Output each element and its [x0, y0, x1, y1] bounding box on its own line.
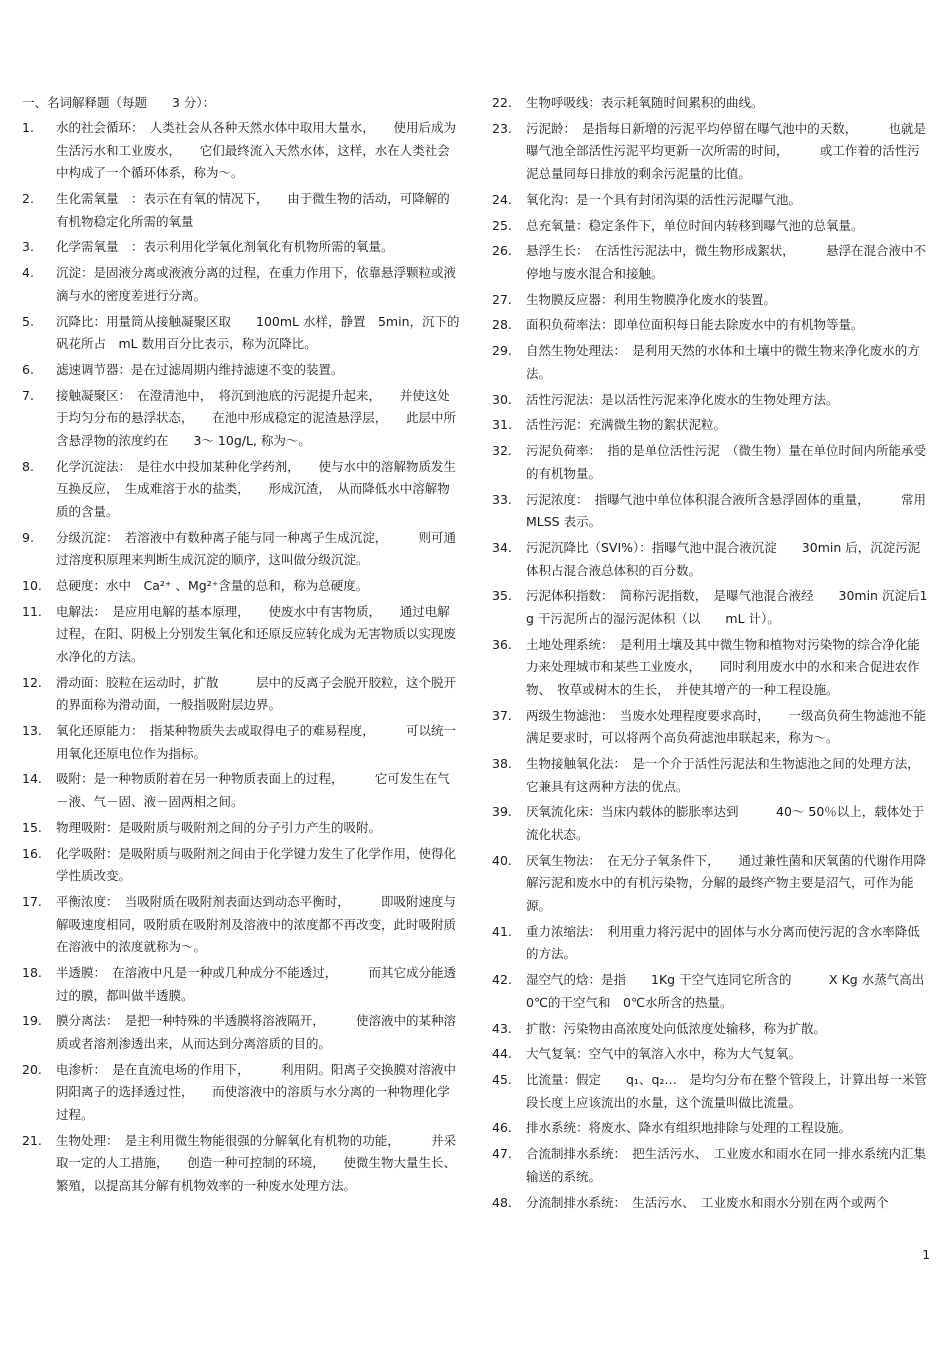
entry-number: 42.: [492, 972, 512, 988]
definition-entry: [492, 969, 937, 1014]
entry-number: 35.: [492, 588, 512, 604]
right-column: [492, 92, 937, 1217]
entry-number: 19.: [22, 1013, 42, 1029]
definition-entry: [492, 850, 932, 918]
definition-entry: [22, 891, 462, 959]
entry-text: 沉降比：用量筒从接触凝聚区取 100mL 水样，静置 5min，沉下的矾花所占 mL 数用百分比表示，称为沉降比。: [56, 313, 460, 352]
entry-number: 10.: [22, 577, 42, 593]
definition-entry: [492, 1143, 932, 1188]
page-number: 1: [922, 1248, 930, 1262]
definition-entry: [22, 962, 462, 1007]
entry-text: 湿空气的焓：是指 1Kg 干空气连同它所含的 X Kg 水蒸气高出 0℃的干空气和 0℃水所含的热量。: [526, 972, 937, 1010]
entry-number: 18.: [22, 964, 42, 980]
entry-number: 44.: [492, 1046, 512, 1062]
entry-text: 面积负荷率法：即单位面积每日能去除废水中的有机物等量。: [526, 317, 864, 333]
entry-number: 2.: [22, 190, 34, 206]
definition-entry: [492, 921, 932, 966]
entry-number: 8.: [22, 458, 34, 474]
entry-text: 半透膜： 在溶液中凡是一种或几种成分不能透过， 而其它成分能透过的膜，都叫做半透膜。: [56, 964, 457, 1003]
definition-entry: [492, 340, 932, 385]
definition-entry: [492, 1069, 932, 1114]
definition-entry: [22, 817, 462, 840]
entry-text: 电渗析： 是在直流电场的作用下， 利用阴。阳离子交换膜对溶液中阴阳离子的选择透过性， 而使溶液中的溶质与水分离的一种物理化学过程。: [56, 1061, 457, 1122]
entry-text: 氧化沟：是一个具有封闭沟渠的活性污泥曝气池。: [526, 191, 802, 207]
entry-text: 悬浮生长： 在活性污泥法中，微生物形成絮状， 悬浮在混合液中不停地与废水混合和接触。: [526, 243, 927, 281]
definition-entry: [492, 314, 932, 337]
entry-number: 20.: [22, 1061, 42, 1077]
entry-text: 土地处理系统： 是利用土壤及其中微生物和植物对污染物的综合净化能力来处理城市和某些工业废水， 同时利用废水中的水和来合促进农作物、 牧草或树木的生长， 并使其增产的一种工程设施。: [526, 636, 920, 697]
entry-number: 45.: [492, 1072, 512, 1088]
entry-text: 比流量：假定 q₁、q₂… 是均匀分布在整个管段上，计算出每一米管段长度上应该流出的水量，这个流量叫做比流量。: [526, 1072, 927, 1110]
definition-entry: [492, 753, 932, 798]
entry-text: 生物膜反应器：利用生物膜净化废水的装置。: [526, 291, 777, 307]
entry-text: 滑动面：胶粒在运动时，扩散 层中的反离子会脱开胶粒，这个脱开的界面称为滑动面，一般指吸附层边界。: [56, 674, 457, 713]
entry-number: 40.: [492, 852, 512, 868]
entry-text: 生物呼吸线：表示耗氧随时间累积的曲线。: [526, 95, 764, 110]
entry-text: 污泥浓度： 指曝气池中单位体积混合液所含悬浮固体的重量， 常用 MLSS 表示。: [526, 491, 927, 530]
definition-entry: [492, 1192, 932, 1215]
entry-number: 28.: [492, 317, 512, 333]
entry-text: 分流制排水系统： 生活污水、 工业废水和雨水分别在两个或两个: [526, 1194, 889, 1210]
definition-entry: [492, 215, 932, 238]
entry-number: 48.: [492, 1194, 512, 1210]
entry-text: 生物处理： 是主利用微生物能很强的分解氧化有机物的功能， 并采取一定的人工措施， 创造一种可控制的环境， 使微生物大量生长、繁殖，以提高其分解有机物效率的一种废水处理方法。: [56, 1132, 457, 1193]
definition-entry: [492, 189, 932, 212]
definition-entry: [22, 527, 462, 572]
definition-entry: [22, 601, 462, 669]
definition-entry: [22, 385, 462, 453]
entry-text: 电解法： 是应用电解的基本原理， 使废水中有害物质， 通过电解过程，在阳、阴极上分别发生氧化和还原反应转化成为无害物质以实现废水净化的方法。: [56, 603, 457, 664]
entry-number: 22.: [492, 95, 512, 110]
definition-entry: [22, 575, 462, 598]
entry-number: 26.: [492, 243, 512, 259]
entry-number: 1.: [22, 120, 34, 135]
entry-number: 32.: [492, 443, 512, 459]
definition-entry: [22, 843, 462, 888]
entry-number: 47.: [492, 1146, 512, 1162]
entry-number: 6.: [22, 361, 34, 377]
entry-text: 平衡浓度： 当吸附质在吸附剂表面达到动态平衡时， 即吸附速度与解吸速度相同，吸附质在吸附剂及溶液中的浓度都不再改变，此时吸附质在溶液中的浓度就称为～。: [56, 894, 457, 955]
entry-text: 扩散：污染物由高浓度处向低浓度处输移，称为扩散。: [526, 1020, 827, 1036]
entry-number: 34.: [492, 539, 512, 555]
definition-entry: [492, 585, 932, 630]
entry-number: 12.: [22, 674, 42, 690]
entry-text: 合流制排水系统： 把生活污水、 工业废水和雨水在同一排水系统内汇集输送的系统。: [526, 1146, 927, 1184]
entry-text: 化学吸附：是吸附质与吸附剂之间由于化学键力发生了化学作用，使得化学性质改变。: [56, 845, 457, 884]
entry-number: 31.: [492, 417, 512, 433]
entry-number: 15.: [22, 819, 42, 835]
entry-number: 16.: [22, 845, 42, 861]
entry-number: 41.: [492, 923, 512, 939]
entry-number: 17.: [22, 894, 42, 909]
left-entry-list: [22, 117, 462, 1197]
entry-text: 排水系统：将废水、降水有组织地排除与处理的工程设施。: [526, 1120, 852, 1136]
entry-text: 分级沉淀： 若溶液中有数种离子能与同一种离子生成沉淀， 则可通过溶度积原理来判断生成沉淀的顺序，这叫做分级沉淀。: [56, 529, 457, 568]
entry-text: 滤速调节器：是在过滤周期内维持滤速不变的装置。: [56, 361, 344, 377]
definition-entry: [492, 1117, 932, 1140]
definition-entry: [492, 489, 932, 534]
definition-entry: [22, 236, 462, 259]
definition-entry: [22, 1130, 462, 1198]
entry-text: 接触凝聚区： 在澄清池中， 将沉到池底的污泥提升起来， 并使这处于均匀分布的悬浮状态， 在池中形成稳定的泥渣悬浮层， 此层中所含悬浮物的浓度约在 3～ 10g/L, 称为～。: [56, 387, 457, 448]
entry-text: 厌氧流化床：当床内载体的膨胀率达到 40～ 50％以上，载体处于流化状态。: [526, 804, 925, 842]
definition-entry: [492, 705, 932, 750]
entry-text: 生物接触氧化法： 是一个介于活性污泥法和生物滤池之间的处理方法，它兼具有这两种方法的优点。: [526, 756, 920, 794]
left-column: [22, 92, 462, 1201]
entry-text: 物理吸附：是吸附质与吸附剂之间的分子引力产生的吸附。: [56, 819, 382, 835]
entry-text: 大气复氧：空气中的氧溶入水中，称为大气复氧。: [526, 1046, 802, 1062]
entry-text: 化学沉淀法： 是往水中投加某种化学药剂， 使与水中的溶解物质发生互换反应， 生成难溶于水的盐类， 形成沉渣， 从而降低水中溶解物质的含量。: [56, 458, 457, 519]
entry-number: 46.: [492, 1120, 512, 1136]
entry-text: 沉淀：是固液分离或液液分离的过程，在重力作用下，依靠悬浮颗粒或液滴与水的密度差进行分离。: [56, 265, 457, 303]
entry-number: 23.: [492, 120, 512, 136]
definition-entry: [492, 389, 932, 412]
entry-text: 生化需氧量 ：表示在有氧的情况下， 由于微生物的活动，可降解的有机物稳定化所需的氧量: [56, 190, 450, 229]
entry-text: 厌氧生物法： 在无分子氧条件下， 通过兼性菌和厌氧菌的代谢作用降解污泥和废水中的有机污染物，分解的最终产物主要是沼气，可作为能源。: [526, 852, 927, 913]
entry-number: 30.: [492, 391, 512, 407]
definition-entry: [492, 414, 932, 437]
definition-entry: [22, 1010, 462, 1055]
definition-entry: [492, 240, 932, 285]
definition-entry: [492, 634, 932, 702]
definition-entry: [492, 289, 932, 312]
entry-number: 43.: [492, 1020, 512, 1036]
entry-text: 总硬度：水中 Ca²⁺ 、Mg²⁺含量的总和，称为总硬度。: [56, 577, 369, 593]
definition-entry: [22, 311, 462, 356]
entry-text: 氧化还原能力： 指某种物质失去或取得电子的难易程度， 可以统一用氧化还原电位作为指标。: [56, 723, 457, 761]
entry-number: 29.: [492, 343, 512, 359]
entry-text: 污泥沉降比（SVI%）：指曝气池中混合液沉淀 30min 后，沉淀污泥体积占混合液总体积的百分数。: [526, 539, 921, 578]
definition-entry: [492, 1018, 932, 1041]
entry-number: 38.: [492, 756, 512, 772]
entry-text: 总充氧量：稳定条件下，单位时间内转移到曝气池的总氧量。: [526, 217, 864, 233]
entry-number: 39.: [492, 804, 512, 820]
entry-text: 污泥体积指数： 简称污泥指数， 是曝气池混合液经 30min 沉淀后1g 干污泥所占的湿污泥体积（以 mL 计）。: [526, 588, 928, 626]
definition-entry: [22, 672, 462, 717]
entry-number: 7.: [22, 387, 34, 403]
entry-number: 3.: [22, 239, 34, 255]
entry-text: 重力浓缩法： 利用重力将污泥中的固体与水分离而使污泥的含水率降低的方法。: [526, 923, 920, 962]
entry-number: 36.: [492, 636, 512, 652]
entry-number: 11.: [22, 603, 42, 619]
definition-entry: [22, 188, 462, 233]
entry-text: 水的社会循环： 人类社会从各种天然水体中取用大量水， 使用后成为生活污水和工业废水， 它们最终流入天然水体，这样，水在人类社会中构成了一个循环体系，称为～。: [56, 120, 457, 181]
definition-entry: [22, 720, 462, 765]
entry-text: 活性污泥法：是以活性污泥来净化废水的生物处理方法。: [526, 391, 839, 407]
entry-number: 21.: [22, 1132, 42, 1148]
right-entry-list: [492, 92, 937, 1214]
definition-entry: [492, 801, 932, 846]
definition-entry: [22, 1059, 462, 1127]
definition-entry: [492, 537, 932, 582]
definition-entry: [492, 1043, 932, 1066]
entry-text: 两级生物滤池： 当废水处理程度要求高时， 一级高负荷生物滤池不能满足要求时，可以将两个高负荷滤池串联起来，称为～。: [526, 707, 927, 746]
entry-number: 27.: [492, 291, 512, 307]
entry-number: 37.: [492, 707, 512, 723]
definition-entry: [492, 92, 932, 115]
definition-entry: [22, 262, 462, 307]
entry-text: 活性污泥：充满微生物的絮状泥粒。: [526, 417, 727, 433]
entry-text: 吸附：是一种物质附着在另一种物质表面上的过程， 它可发生在气－液、气－固、液－固两相之间。: [56, 771, 450, 810]
entry-text: 污泥负荷率： 指的是单位活性污泥 （微生物）量在单位时间内所能承受的有机物量。: [526, 443, 927, 481]
definition-entry: [22, 117, 462, 185]
definition-entry: [22, 768, 462, 813]
entry-number: 24.: [492, 191, 512, 207]
entry-number: 33.: [492, 491, 512, 507]
entry-number: 14.: [22, 771, 42, 787]
entry-number: 13.: [22, 723, 42, 739]
definition-entry: [22, 359, 462, 382]
entry-number: 9.: [22, 529, 34, 545]
entry-text: 自然生物处理法： 是利用天然的水体和土壤中的微生物来净化废水的方法。: [526, 343, 920, 381]
entry-number: 5.: [22, 313, 34, 329]
section-heading: 一、名词解释题（每题 3 分）：: [22, 95, 216, 110]
entry-text: 膜分离法： 是把一种特殊的半透膜将溶液隔开， 使溶液中的某种溶质或者溶剂渗透出来，从而达到分离溶质的目的。: [56, 1013, 457, 1051]
definition-entry: [492, 440, 932, 485]
entry-number: 4.: [22, 265, 34, 281]
entry-number: 25.: [492, 217, 512, 233]
definition-entry: [492, 118, 932, 186]
definition-entry: [22, 456, 462, 524]
entry-text: 化学需氧量 ：表示利用化学氧化剂氧化有机物所需的氧量。: [56, 239, 394, 255]
entry-text: 污泥龄： 是指每日新增的污泥平均停留在曝气池中的天数， 也就是曝气池全部活性污泥平均更新一次所需的时间， 或工作着的活性污泥总量同每日排放的剩余污泥量的比值。: [526, 120, 927, 181]
